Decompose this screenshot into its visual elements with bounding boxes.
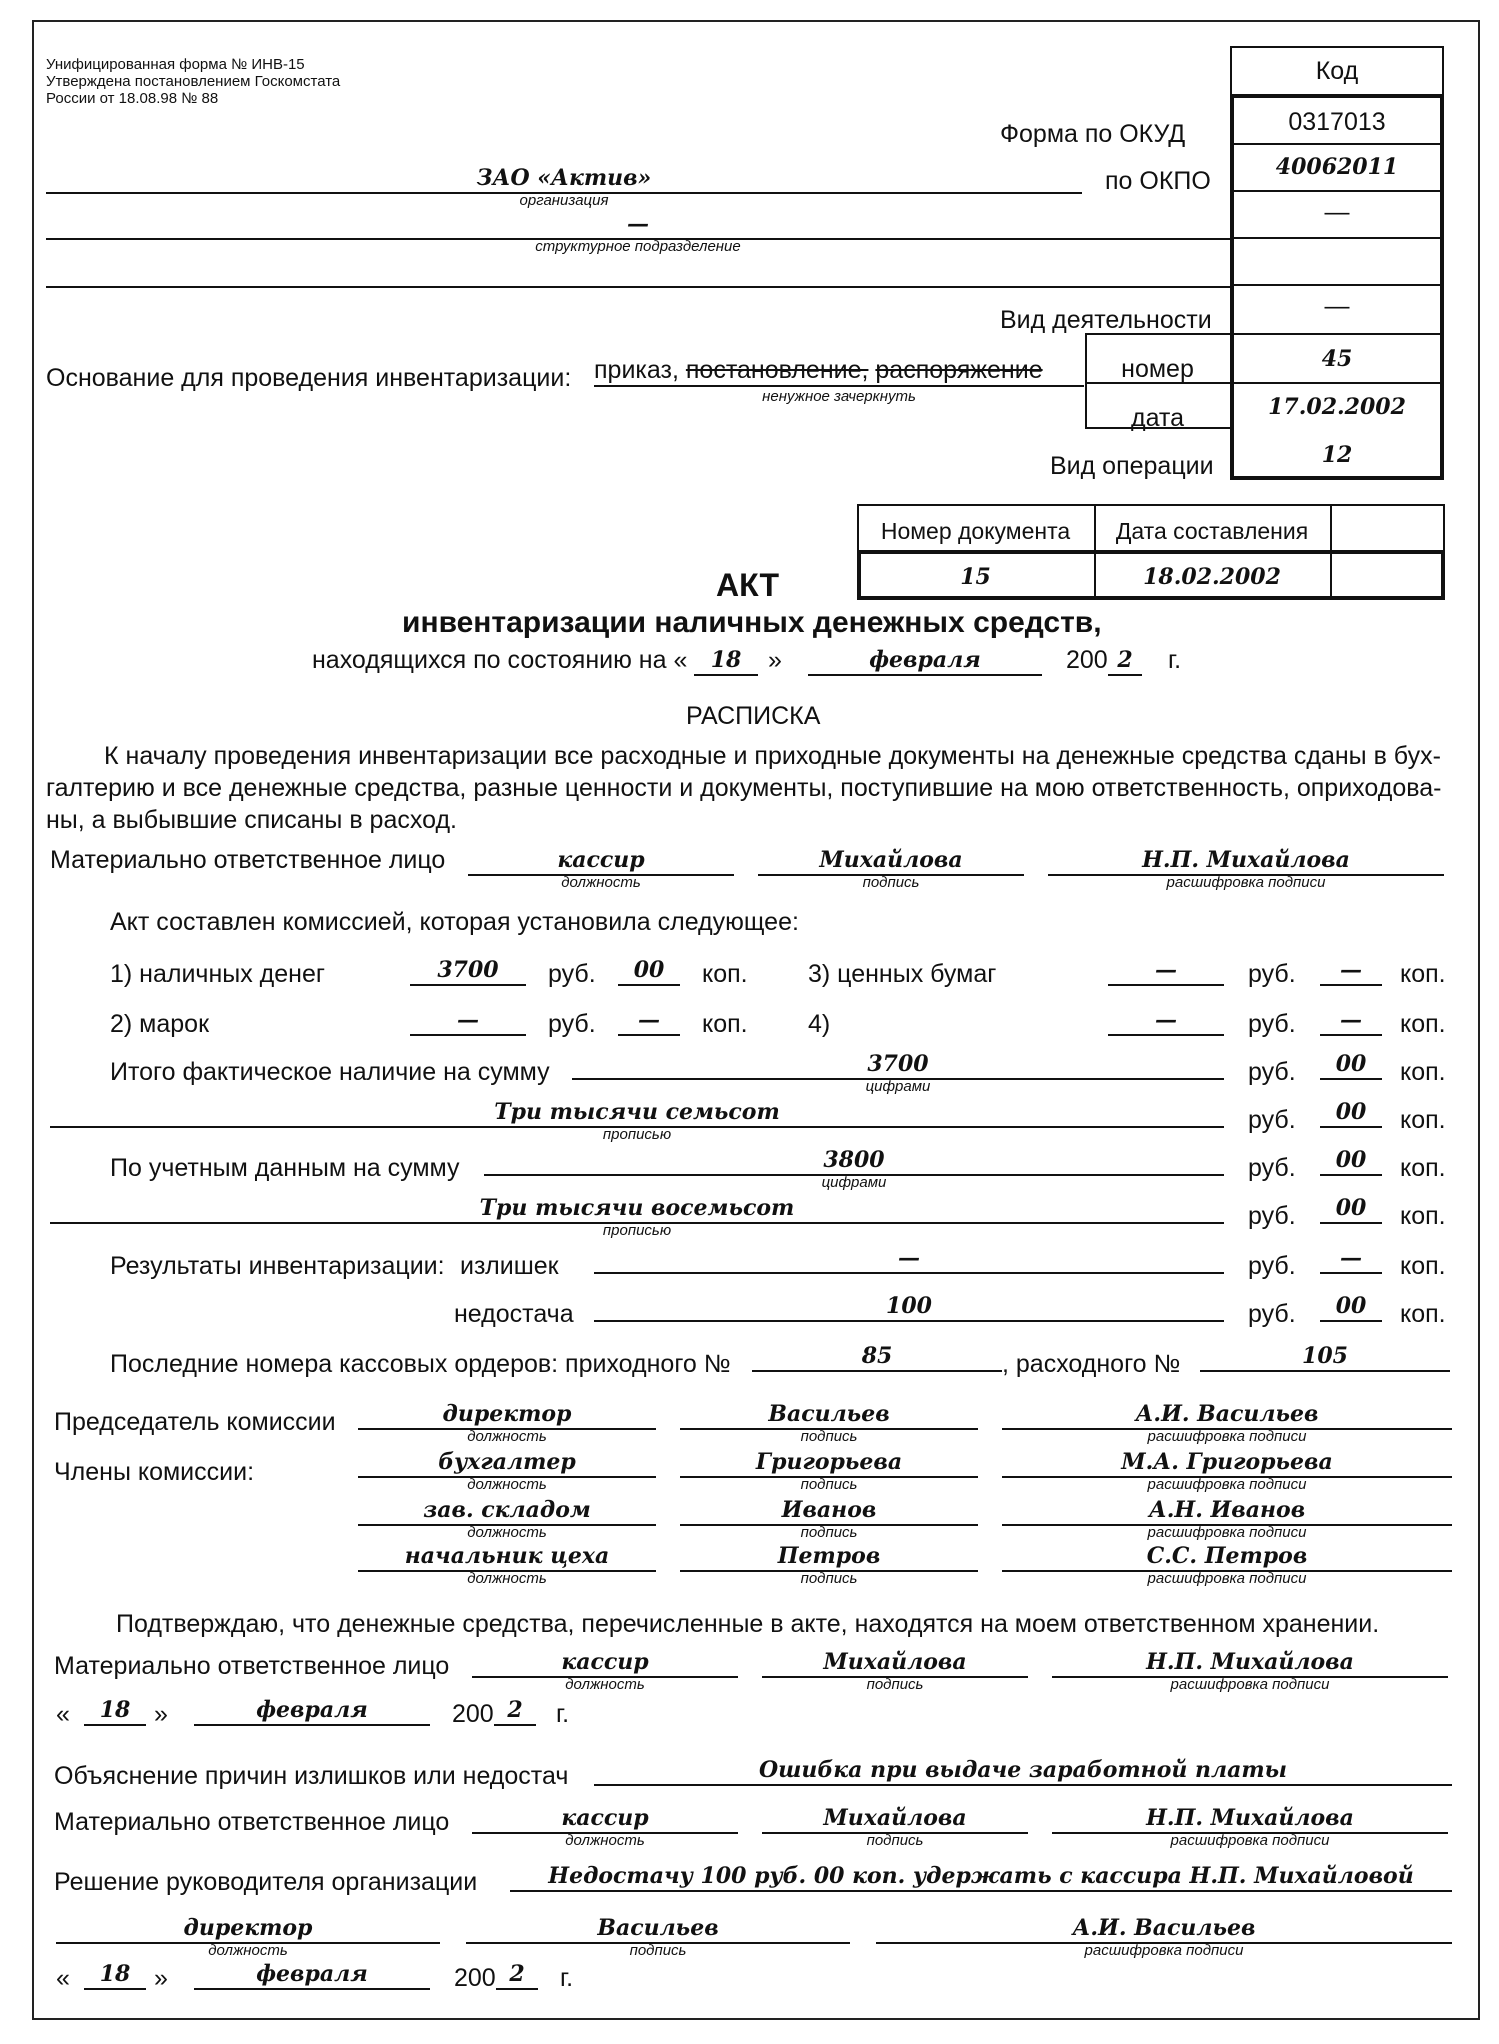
name-caption: расшифровка подписи bbox=[1147, 1428, 1307, 1445]
month-value: февраля bbox=[869, 647, 981, 673]
position-caption: должность bbox=[565, 1676, 645, 1693]
fact-words-kop-value: 00 bbox=[1335, 1099, 1367, 1125]
signature-caption: подпись bbox=[862, 874, 920, 891]
day-value: 18 bbox=[99, 1697, 131, 1723]
name-value: Н.П. Михайлова bbox=[1146, 1805, 1354, 1831]
doc-number: 15 bbox=[960, 564, 991, 590]
shortage-amount: 100 bbox=[886, 1293, 932, 1319]
outgoing-value: 105 bbox=[1302, 1343, 1348, 1369]
name-caption: расшифровка подписи bbox=[1170, 1676, 1330, 1693]
digits-caption: цифрами bbox=[865, 1078, 931, 1095]
mol-name bbox=[1048, 842, 1444, 891]
kop-label: коп. bbox=[1400, 1106, 1446, 1134]
director-position bbox=[56, 1910, 440, 1959]
code-dash: — bbox=[1324, 198, 1350, 226]
stamps-label: 2) марок bbox=[110, 1010, 210, 1038]
year-prefix: 200 bbox=[452, 1700, 494, 1728]
signature-value: Васильев bbox=[597, 1915, 719, 1941]
decision-field bbox=[510, 1858, 1452, 1892]
book-words-kop-value: 00 bbox=[1335, 1195, 1367, 1221]
surplus-value bbox=[594, 1244, 1224, 1274]
date-month bbox=[194, 1960, 430, 1990]
mol-signature bbox=[762, 1800, 1028, 1849]
day-value: 18 bbox=[99, 1961, 131, 1987]
book-words-value: Три тысячи восемьсот bbox=[479, 1195, 795, 1221]
kop-label: коп. bbox=[1400, 960, 1446, 988]
year-digit: 2 bbox=[1117, 647, 1133, 673]
kop-label: коп. bbox=[702, 1010, 748, 1038]
member-name bbox=[1002, 1496, 1452, 1541]
signature-caption: подпись bbox=[800, 1428, 858, 1445]
signature-value: Михайлова bbox=[823, 1649, 967, 1675]
member-signature bbox=[680, 1496, 978, 1541]
rub-label: руб. bbox=[1248, 1252, 1296, 1280]
subdivision-value: — bbox=[627, 211, 649, 237]
divider bbox=[1230, 284, 1444, 286]
quote-close: » bbox=[154, 1700, 168, 1728]
words-caption: прописью bbox=[602, 1222, 672, 1239]
name-caption: расшифровка подписи bbox=[1147, 1476, 1307, 1493]
name-caption: расшифровка подписи bbox=[1084, 1942, 1244, 1959]
date-day bbox=[84, 1696, 146, 1726]
name-caption: расшифровка подписи bbox=[1166, 874, 1326, 891]
rub-label: руб. bbox=[1248, 1058, 1296, 1086]
organization-value: ЗАО «Актив» bbox=[476, 165, 652, 191]
member-signature bbox=[680, 1400, 978, 1445]
fact-kop bbox=[1320, 1052, 1382, 1080]
doc-number-header: Номер документа bbox=[880, 518, 1071, 544]
mol-position bbox=[472, 1644, 738, 1693]
vid-label: Вид деятельности bbox=[1000, 306, 1212, 334]
vid-code: — bbox=[1324, 292, 1350, 320]
position-caption: должность bbox=[208, 1942, 288, 1959]
basis-option-struck: распоряжение bbox=[875, 356, 1043, 384]
director-name bbox=[876, 1910, 1452, 1959]
rub-label: руб. bbox=[1248, 1106, 1296, 1134]
act-subtitle: инвентаризации наличных денежных средств, bbox=[402, 606, 1102, 639]
nomer-code: 45 bbox=[1321, 346, 1353, 372]
name-caption: расшифровка подписи bbox=[1147, 1524, 1307, 1541]
okud-code: 0317013 bbox=[1288, 108, 1386, 136]
members-label: Члены комиссии: bbox=[54, 1458, 255, 1486]
position-caption: должность bbox=[565, 1832, 645, 1849]
basis-option: приказ, bbox=[594, 356, 679, 384]
signature-caption: подпись bbox=[800, 1476, 858, 1493]
date-day bbox=[84, 1960, 146, 1990]
name-value: А.И. Васильев bbox=[1135, 1401, 1319, 1427]
basis-label: Основание для проведения инвентаризации: bbox=[46, 364, 572, 392]
name-value: А.Н. Иванов bbox=[1148, 1497, 1306, 1523]
quote-open: « bbox=[56, 1964, 70, 1992]
code-column bbox=[1230, 94, 1444, 480]
rub-label: руб. bbox=[1248, 1202, 1296, 1230]
incoming-value: 85 bbox=[861, 1343, 893, 1369]
as-of-month bbox=[808, 646, 1042, 676]
doc-date-header: Дата составления bbox=[1115, 518, 1309, 544]
member-position bbox=[358, 1400, 656, 1445]
outgoing-label: , расходного № bbox=[1002, 1350, 1181, 1378]
cash-kop bbox=[618, 956, 680, 986]
fact-kop-value: 00 bbox=[1335, 1051, 1367, 1077]
director-signature bbox=[466, 1910, 850, 1959]
stamps-kop-value: — bbox=[638, 1007, 660, 1033]
explanation-field bbox=[594, 1752, 1452, 1786]
securities-rub-value: — bbox=[1155, 957, 1177, 983]
position-value: кассир bbox=[561, 1649, 649, 1675]
orders-label: Последние номера кассовых ордеров: приходного № bbox=[110, 1350, 731, 1378]
member-name bbox=[1002, 1448, 1452, 1493]
divider bbox=[1230, 143, 1444, 145]
shortage-label: недостача bbox=[454, 1300, 574, 1328]
book-words-kop bbox=[1320, 1196, 1382, 1224]
signature-value: Михайлова bbox=[823, 1805, 967, 1831]
member-name bbox=[1002, 1400, 1452, 1445]
year-prefix: 200 bbox=[454, 1964, 496, 1992]
commission-intro: Акт составлен комиссией, которая установила следующее: bbox=[110, 908, 799, 936]
form-header-line: Унифицированная форма № ИНВ-15 bbox=[46, 56, 305, 73]
okud-label: Форма по ОКУД bbox=[1000, 120, 1186, 148]
shortage-kop bbox=[1320, 1294, 1382, 1322]
date-year bbox=[496, 1960, 538, 1990]
position-caption: должность bbox=[467, 1524, 547, 1541]
cash-rub-value: 3700 bbox=[437, 957, 499, 983]
explanation-label: Объяснение причин излишков или недостач bbox=[54, 1762, 569, 1790]
signature-caption: подпись bbox=[866, 1832, 924, 1849]
shortage-kop-value: 00 bbox=[1335, 1293, 1367, 1319]
other-kop bbox=[1320, 1006, 1382, 1036]
act-title: АКТ bbox=[716, 567, 779, 603]
as-of-label: находящихся по состоянию на « bbox=[312, 646, 688, 674]
surplus-amount: — bbox=[898, 1245, 920, 1271]
kop-label: коп. bbox=[1400, 1202, 1446, 1230]
quote-open: « bbox=[56, 1700, 70, 1728]
member-signature bbox=[680, 1542, 978, 1587]
basis-option-struck: постановление, bbox=[685, 356, 869, 384]
words-caption: прописью bbox=[602, 1126, 672, 1143]
kop-label: коп. bbox=[1400, 1300, 1446, 1328]
fact-digits-value: 3700 bbox=[867, 1051, 929, 1077]
securities-kop-value: — bbox=[1340, 957, 1362, 983]
rub-label: руб. bbox=[1248, 1010, 1296, 1038]
book-kop-value: 00 bbox=[1335, 1147, 1367, 1173]
rub-label: руб. bbox=[1248, 1154, 1296, 1182]
stamps-kop bbox=[618, 1006, 680, 1036]
stamps-rub-value: — bbox=[457, 1007, 479, 1033]
mol-signature bbox=[758, 842, 1024, 891]
blank-line bbox=[46, 286, 1230, 288]
fact-words-value: Три тысячи семьсот bbox=[494, 1099, 780, 1125]
explanation-value: Ошибка при выдаче заработной платы bbox=[758, 1757, 1288, 1783]
signature-caption: подпись bbox=[866, 1676, 924, 1693]
surplus-kop bbox=[1320, 1246, 1382, 1274]
signature-value: Иванов bbox=[781, 1497, 877, 1523]
nomer-label: номер bbox=[1121, 355, 1194, 383]
signature-value: Васильев bbox=[768, 1401, 890, 1427]
member-name bbox=[1002, 1542, 1452, 1587]
divider bbox=[1230, 190, 1444, 192]
securities-kop bbox=[1320, 956, 1382, 986]
cash-kop-value: 00 bbox=[633, 957, 665, 983]
other-rub-value: — bbox=[1155, 1007, 1177, 1033]
surplus-label: излишек bbox=[460, 1252, 559, 1280]
divider bbox=[1330, 504, 1332, 600]
position-value: кассир bbox=[557, 847, 645, 873]
as-of-day bbox=[694, 646, 758, 676]
signature-value: Григорьева bbox=[755, 1449, 903, 1475]
operation-label: Вид операции bbox=[1050, 452, 1214, 480]
member-position bbox=[358, 1448, 656, 1493]
signature-value: Михайлова bbox=[819, 847, 963, 873]
month-value: февраля bbox=[256, 1961, 368, 1987]
year-digit: 2 bbox=[507, 1697, 523, 1723]
subdivision-field bbox=[46, 204, 1230, 255]
divider bbox=[1230, 382, 1444, 384]
year-suffix: г. bbox=[556, 1700, 570, 1728]
name-value: Н.П. Михайлова bbox=[1142, 847, 1350, 873]
doc-date: 18.02.2002 bbox=[1143, 564, 1281, 590]
mol-signature bbox=[762, 1644, 1028, 1693]
digits-caption: цифрами bbox=[821, 1174, 887, 1191]
other-label: 4) bbox=[808, 1010, 831, 1038]
receipt-line: К началу проведения инвентаризации все расходные и приходные документы на денежные средства сданы в бух- bbox=[104, 742, 1441, 770]
rub-label: руб. bbox=[1248, 1300, 1296, 1328]
position-caption: должность bbox=[561, 874, 641, 891]
okpo-label: по ОКПО bbox=[1105, 167, 1211, 195]
kop-label: коп. bbox=[1400, 1010, 1446, 1038]
subdivision-caption: структурное подразделение bbox=[535, 238, 741, 255]
mol-label: Материально ответственное лицо bbox=[50, 846, 446, 874]
result-label: Результаты инвентаризации: bbox=[110, 1252, 445, 1280]
outgoing-order bbox=[1200, 1342, 1450, 1372]
receipt-heading: РАСПИСКА bbox=[686, 702, 821, 730]
as-of-year bbox=[1108, 646, 1142, 676]
date-code: 17.02.2002 bbox=[1268, 394, 1406, 420]
member-position bbox=[358, 1496, 656, 1541]
quote-close: » bbox=[768, 646, 782, 674]
decision-value: Недостачу 100 руб. 00 коп. удержать с кассира Н.П. Михайловой bbox=[548, 1863, 1414, 1889]
name-value: Н.П. Михайлова bbox=[1146, 1649, 1354, 1675]
stamps-rub bbox=[410, 1006, 526, 1036]
signature-caption: подпись bbox=[800, 1570, 858, 1587]
receipt-line: ны, а выбывшие списаны в расход. bbox=[46, 806, 457, 834]
mol-name bbox=[1052, 1800, 1448, 1849]
operation-code: 12 bbox=[1321, 442, 1353, 468]
kop-label: коп. bbox=[1400, 1058, 1446, 1086]
confirm-text: Подтверждаю, что денежные средства, перечисленные в акте, находятся на моем ответственном хранении. bbox=[116, 1610, 1380, 1638]
position-value: директор bbox=[442, 1401, 572, 1427]
year-digit: 2 bbox=[509, 1961, 525, 1987]
rub-label: руб. bbox=[548, 1010, 596, 1038]
organization-field bbox=[46, 158, 1082, 209]
position-caption: должность bbox=[467, 1570, 547, 1587]
year-suffix: г. bbox=[1168, 646, 1182, 674]
member-signature bbox=[680, 1448, 978, 1493]
book-words bbox=[50, 1194, 1224, 1239]
mol-label: Материально ответственное лицо bbox=[54, 1808, 450, 1836]
position-value: кассир bbox=[561, 1805, 649, 1831]
securities-label: 3) ценных бумаг bbox=[808, 960, 997, 988]
incoming-order bbox=[752, 1342, 1002, 1372]
securities-rub bbox=[1108, 956, 1224, 986]
book-digits-value: 3800 bbox=[823, 1147, 885, 1173]
receipt-line: галтерию и все денежные средства, разные ценности и документы, поступившие на мою ответственность, оприходова- bbox=[46, 774, 1442, 802]
surplus-kop-value: — bbox=[1340, 1245, 1362, 1271]
quote-close: » bbox=[154, 1964, 168, 1992]
fact-digits bbox=[572, 1050, 1224, 1095]
organization-caption: организация bbox=[519, 192, 609, 209]
mol-name bbox=[1052, 1644, 1448, 1693]
year-suffix: г. bbox=[560, 1964, 574, 1992]
date-label: дата bbox=[1130, 404, 1184, 432]
book-label: По учетным данным на сумму bbox=[110, 1154, 460, 1182]
name-caption: расшифровка подписи bbox=[1147, 1570, 1307, 1587]
book-kop bbox=[1320, 1148, 1382, 1176]
basis-caption: ненужное зачеркнуть bbox=[762, 388, 916, 405]
rub-label: руб. bbox=[548, 960, 596, 988]
signature-caption: подпись bbox=[800, 1524, 858, 1541]
rub-label: руб. bbox=[1248, 960, 1296, 988]
decision-label: Решение руководителя организации bbox=[54, 1868, 478, 1896]
shortage-value bbox=[594, 1292, 1224, 1322]
kod-header: Код bbox=[1230, 46, 1444, 96]
form-header bbox=[46, 56, 340, 107]
signature-caption: подпись bbox=[629, 1942, 687, 1959]
position-value: бухгалтер bbox=[438, 1449, 576, 1475]
position-caption: должность bbox=[467, 1428, 547, 1445]
fact-words bbox=[50, 1098, 1224, 1143]
position-value: начальник цеха bbox=[404, 1543, 610, 1569]
kop-label: коп. bbox=[1400, 1252, 1446, 1280]
date-month bbox=[194, 1696, 430, 1726]
position-value: зав. складом bbox=[423, 1497, 591, 1523]
divider bbox=[1230, 237, 1444, 239]
other-rub bbox=[1108, 1006, 1224, 1036]
kop-label: коп. bbox=[702, 960, 748, 988]
day-value: 18 bbox=[710, 647, 742, 673]
date-year bbox=[494, 1696, 536, 1726]
position-caption: должность bbox=[467, 1476, 547, 1493]
okpo-code: 40062011 bbox=[1275, 154, 1399, 180]
member-position bbox=[358, 1542, 656, 1587]
form-header-line: России от 18.08.98 № 88 bbox=[46, 90, 219, 107]
name-value: А.И. Васильев bbox=[1072, 1915, 1256, 1941]
name-value: М.А. Григорьева bbox=[1121, 1449, 1333, 1475]
month-value: февраля bbox=[256, 1697, 368, 1723]
form-header-line: Утверждена постановлением Госкомстата bbox=[46, 73, 341, 90]
mol-label: Материально ответственное лицо bbox=[54, 1652, 450, 1680]
kop-label: коп. bbox=[1400, 1154, 1446, 1182]
fact-words-kop bbox=[1320, 1100, 1382, 1128]
divider bbox=[1230, 333, 1444, 335]
name-value: С.С. Петров bbox=[1146, 1543, 1308, 1569]
signature-value: Петров bbox=[777, 1543, 881, 1569]
year-prefix: 200 bbox=[1066, 646, 1108, 674]
position-value: директор bbox=[183, 1915, 313, 1941]
other-kop-value: — bbox=[1340, 1007, 1362, 1033]
book-digits bbox=[484, 1146, 1224, 1191]
fact-label: Итого фактическое наличие на сумму bbox=[110, 1058, 550, 1086]
mol-position bbox=[468, 842, 734, 891]
cash-rub bbox=[410, 956, 526, 986]
basis-options bbox=[594, 356, 1084, 387]
chair-label: Председатель комиссии bbox=[54, 1408, 336, 1436]
cash-label: 1) наличных денег bbox=[110, 960, 326, 988]
mol-position bbox=[472, 1800, 738, 1849]
name-caption: расшифровка подписи bbox=[1170, 1832, 1330, 1849]
